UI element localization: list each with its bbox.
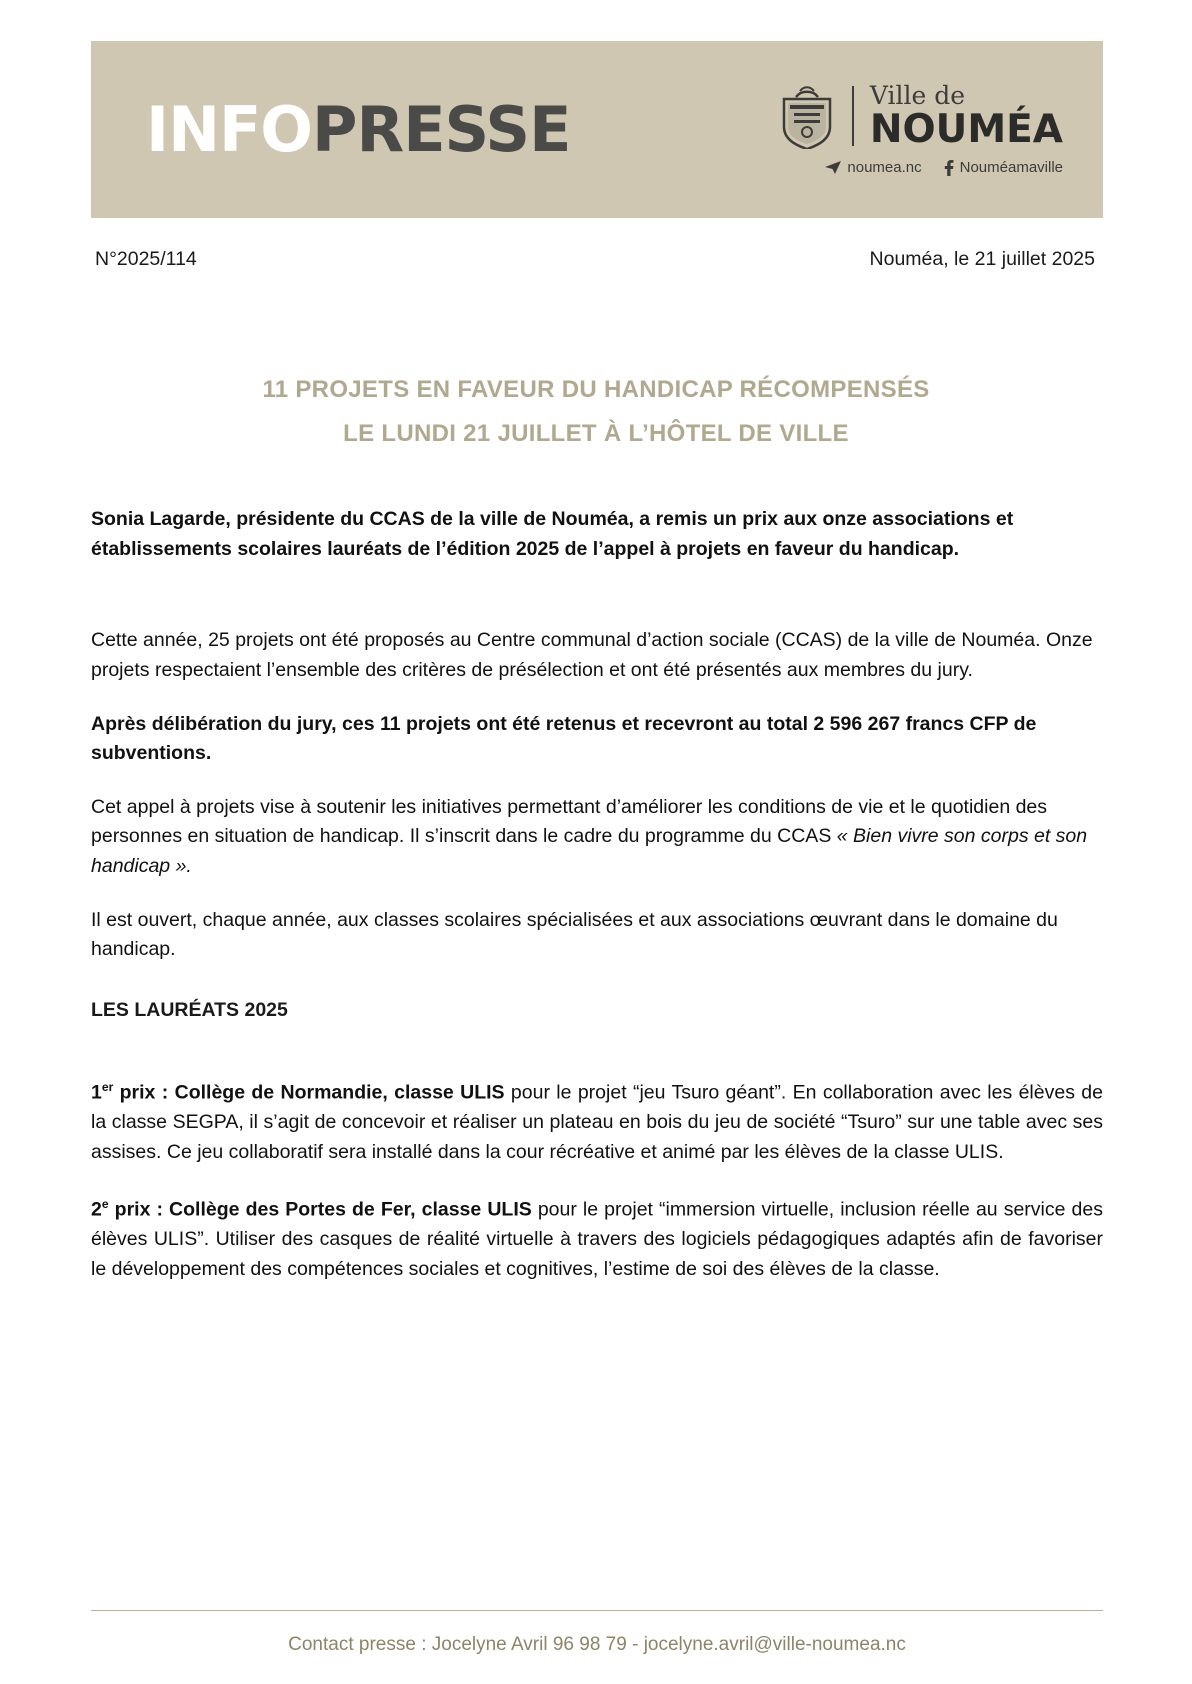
laureat-2-description: pour le projet “immersion virtuelle, inclusion réelle au service des élèves ULIS”. Utiliser des casques de réalité virtuelle à travers des logiciels pédagogiques adaptés afin de favoriser le développement des compétences sociales et cognitives, l’estime de soi des élèves de la classe. (91, 1198, 1103, 1280)
laureat-2-rank-number: 2 (91, 1198, 102, 1221)
infopresse-logo (146, 92, 571, 166)
page-title (96, 368, 1096, 457)
city-brand-links (825, 159, 1063, 176)
website-link[interactable] (825, 159, 921, 176)
facebook-link[interactable] (944, 159, 1063, 176)
brand-ville-de: Ville de (869, 81, 966, 110)
document-body (91, 505, 1103, 1313)
document-number: N°2025/114 (95, 248, 197, 270)
paper-plane-icon (825, 161, 841, 174)
paragraph-1: Cette année, 25 projets ont été proposés au Centre communal d’action sociale (CCAS) de la ville de Nouméa. Onze projets respectaient l’ensemble des critères de présélection et ont été présentés aux membres du jury. (91, 629, 1093, 681)
section-heading-laureats: LES LAURÉATS 2025 (91, 998, 288, 1021)
laureat-1-rank-suffix: er (101, 1079, 114, 1094)
paragraph-2-highlight: Après délibération du jury, ces 11 projets ont été retenus et recevront au total 2 596 267 francs CFP de subventions. (91, 712, 1037, 765)
laureat-item-2 (91, 1195, 1103, 1284)
brand-divider (852, 86, 854, 146)
laureat-item-1 (91, 1078, 1103, 1167)
document-meta (95, 248, 1095, 271)
facebook-icon (944, 160, 954, 176)
laureat-1-rank-number: 1 (91, 1081, 102, 1104)
laureat-1-description: pour le projet “jeu Tsuro géant”. En collaboration avec les élèves de la classe SEGPA, il s’agit de concevoir et réaliser un plateau en bois du jeu de société “Tsuro” sur une table avec ses assises. Ce jeu collaboratif sera installé dans la cour récréative et animé par les élèves de la classe ULIS. (91, 1081, 1103, 1163)
coat-of-arms-icon (776, 83, 838, 149)
title-line-2: LE LUNDI 21 JUILLET À L’HÔTEL DE VILLE (343, 420, 849, 448)
paragraph-3-text: Cet appel à projets vise à soutenir les initiatives permettant d’améliorer les conditions de vie et le quotidien des personnes en situation de handicap. Il s’inscrit dans le cadre du programme du CCAS (91, 795, 1048, 848)
logo-word-presse: PRESSE (312, 92, 571, 166)
city-brand-top (776, 81, 1063, 152)
laureat-2-rank-suffix: e (101, 1197, 109, 1212)
footer-contact: Contact presse : Jocelyne Avril 96 98 79 - jocelyne.avril@ville-noumea.nc (288, 1634, 906, 1655)
city-brand (776, 83, 1063, 176)
title-line-1: 11 PROJETS EN FAVEUR DU HANDICAP RÉCOMPENSÉS (262, 376, 930, 403)
footer-divider (91, 1610, 1103, 1611)
paragraph-4: Il est ouvert, chaque année, aux classes scolaires spécialisées et aux associations œuvrant dans le domaine du handicap. (91, 908, 1058, 961)
document-place-date: Nouméa, le 21 juillet 2025 (869, 248, 1095, 270)
lead-paragraph: Sonia Lagarde, présidente du CCAS de la ville de Nouméa, a remis un prix aux onze associations et établissements scolaires lauréats de l’édition 2025 de l’appel à projets en faveur du handicap. (91, 508, 1014, 560)
logo-word-info: INFO (146, 92, 313, 166)
brand-noumea: NOUMÉA (869, 107, 1063, 152)
paragraph-3 (91, 793, 1103, 882)
facebook-label: Nouméamaville (959, 159, 1063, 176)
header-band (91, 41, 1103, 218)
laureat-1-title: prix : Collège de Normandie, classe ULIS (113, 1081, 505, 1104)
website-label: noumea.nc (847, 159, 922, 176)
laureat-2-title: prix : Collège des Portes de Fer, classe ULIS (108, 1198, 532, 1221)
brand-words (869, 81, 1063, 152)
programme-name: « Bien vivre son corps et son handicap ». (91, 825, 1088, 877)
